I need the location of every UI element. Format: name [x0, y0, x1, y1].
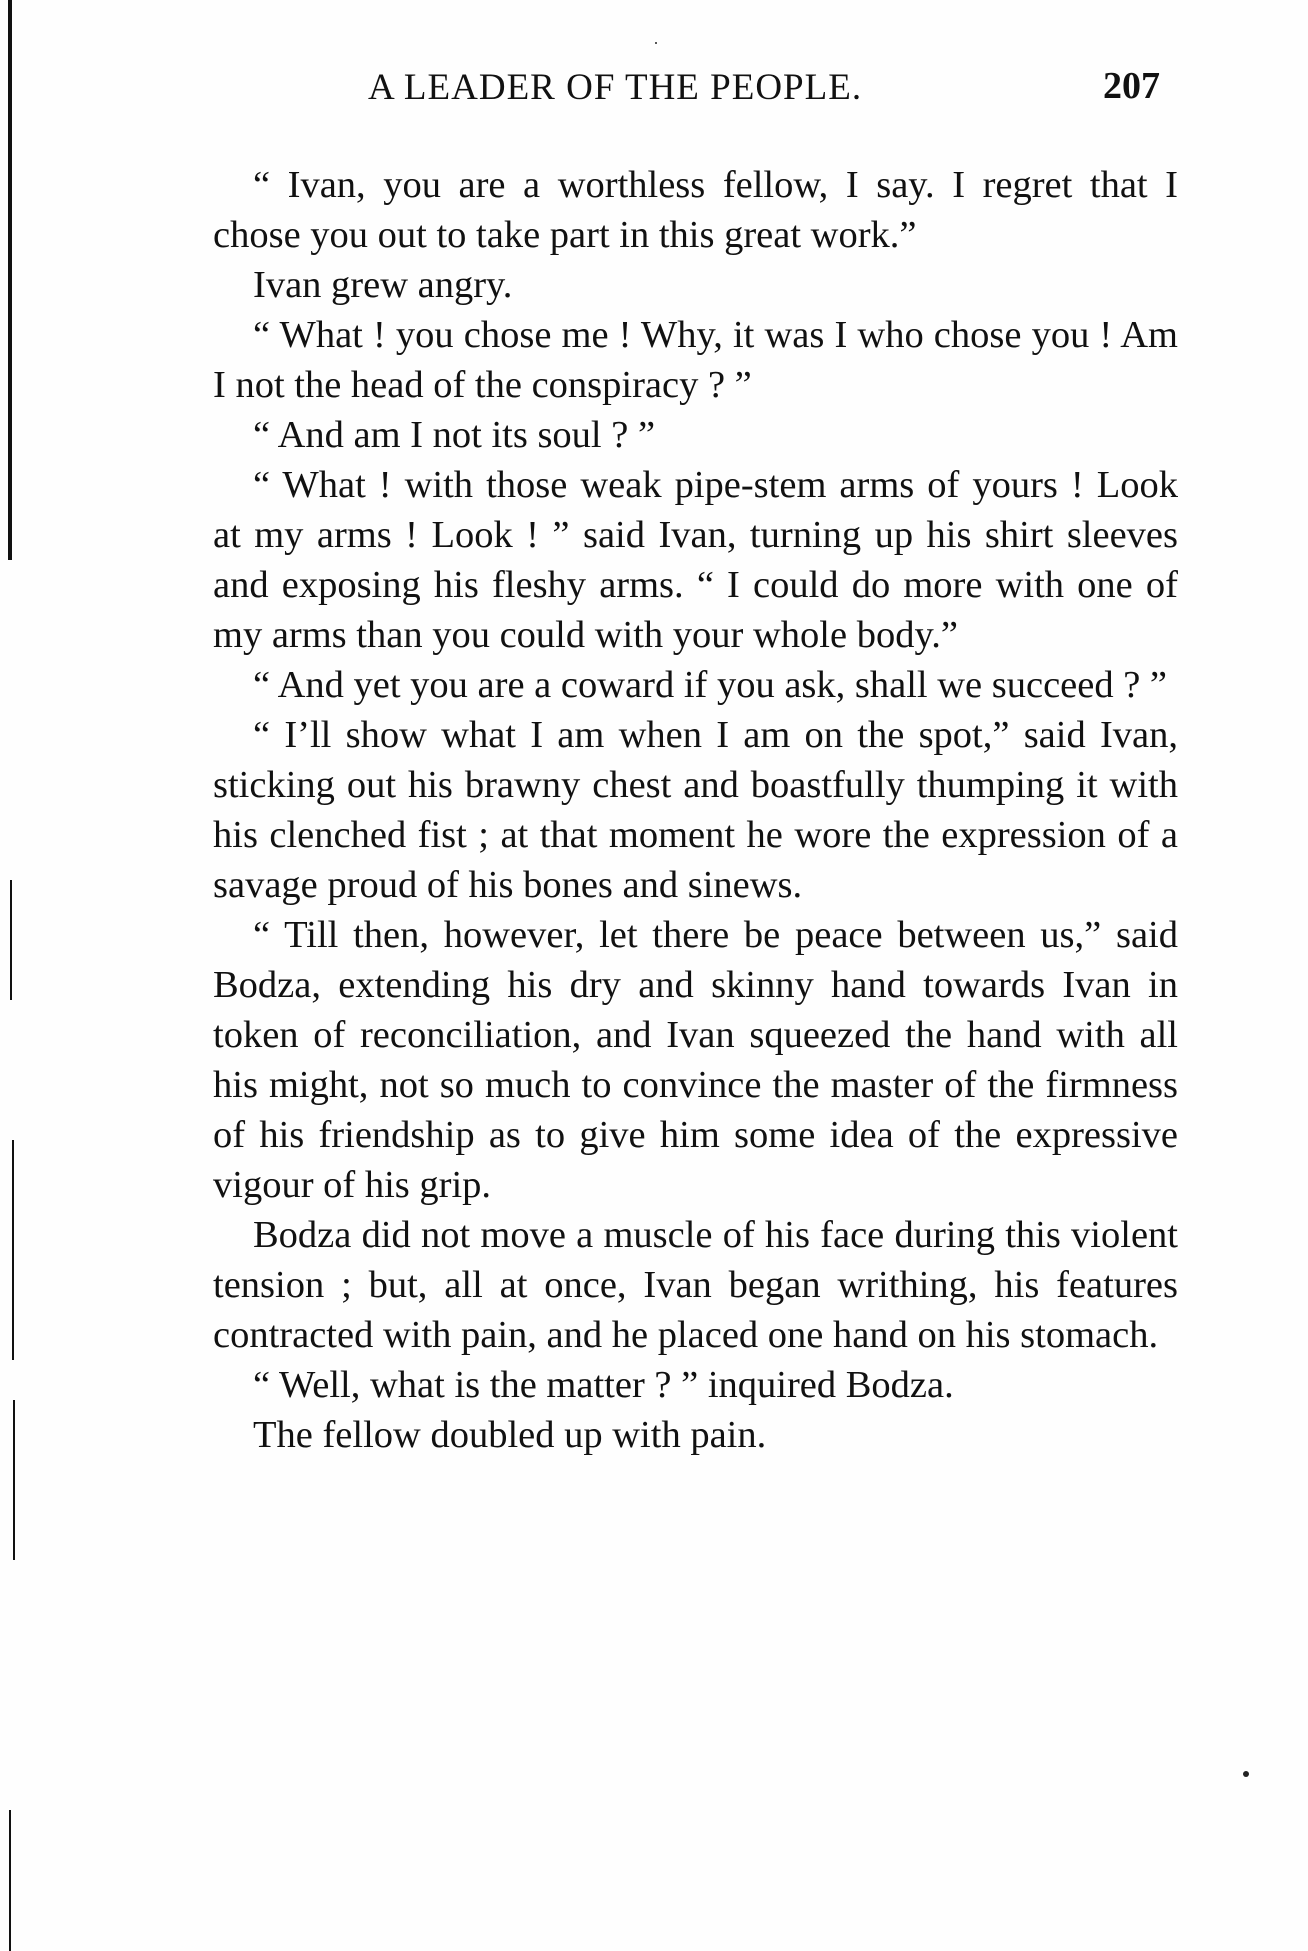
paragraph: Ivan grew angry.	[253, 264, 513, 306]
paragraph: “ Well, what is the matter ? ” inquired Bodza.	[253, 1364, 954, 1406]
paragraph: Bodza did not move a muscle of his face during this violent tension ; but, all at once, Ivan began writhing, his features contracted with pain, and he placed one hand on his stomach.	[213, 1214, 1178, 1356]
ink-speck	[655, 42, 657, 44]
binding-edge-line	[8, 0, 12, 560]
paragraph: “ Till then, however, let there be peace between us,” said Bodza, extending his dry and skinny hand towards Ivan in token of reconciliation, and Ivan squeezed the hand with all his might, not so much to convince the master of the firmness of his friendship as to give him some idea of the expressive vigour of his grip.	[213, 914, 1178, 1206]
paragraph: “ And yet you are a coward if you ask, shall we succeed ? ”	[253, 664, 1168, 706]
binding-edge-line	[9, 1810, 11, 1951]
body-text	[213, 160, 1178, 1460]
running-head-title: A LEADER OF THE PEOPLE.	[368, 67, 863, 108]
binding-edge-line	[13, 1400, 15, 1560]
paragraph: “ And am I not its soul ? ”	[253, 414, 656, 456]
binding-edge-line	[12, 1140, 14, 1360]
page-number: 207	[1103, 65, 1160, 107]
paragraph: “ I’ll show what I am when I am on the spot,” said Ivan, sticking out his brawny chest and boastfully thumping it with his clenched fist ; at that moment he wore the expression of a savage proud of his bones and sinews.	[213, 714, 1178, 906]
binding-edge-line	[10, 880, 12, 1000]
paragraph: “ What ! with those weak pipe-stem arms of yours ! Look at my arms ! Look ! ” said Ivan, turning up his shirt sleeves and exposing his fleshy arms. “ I could do more with one of my arms than you could with your whole body.”	[213, 464, 1178, 656]
paragraph: “ Ivan, you are a worthless fellow, I say. I regret that I chose you out to take part in this great work.”	[213, 164, 1178, 256]
paragraph: “ What ! you chose me ! Why, it was I who chose you ! Am I not the head of the conspiracy ? ”	[213, 314, 1178, 406]
paragraph: The fellow doubled up with pain.	[253, 1414, 767, 1456]
ink-speck	[1243, 1771, 1249, 1777]
